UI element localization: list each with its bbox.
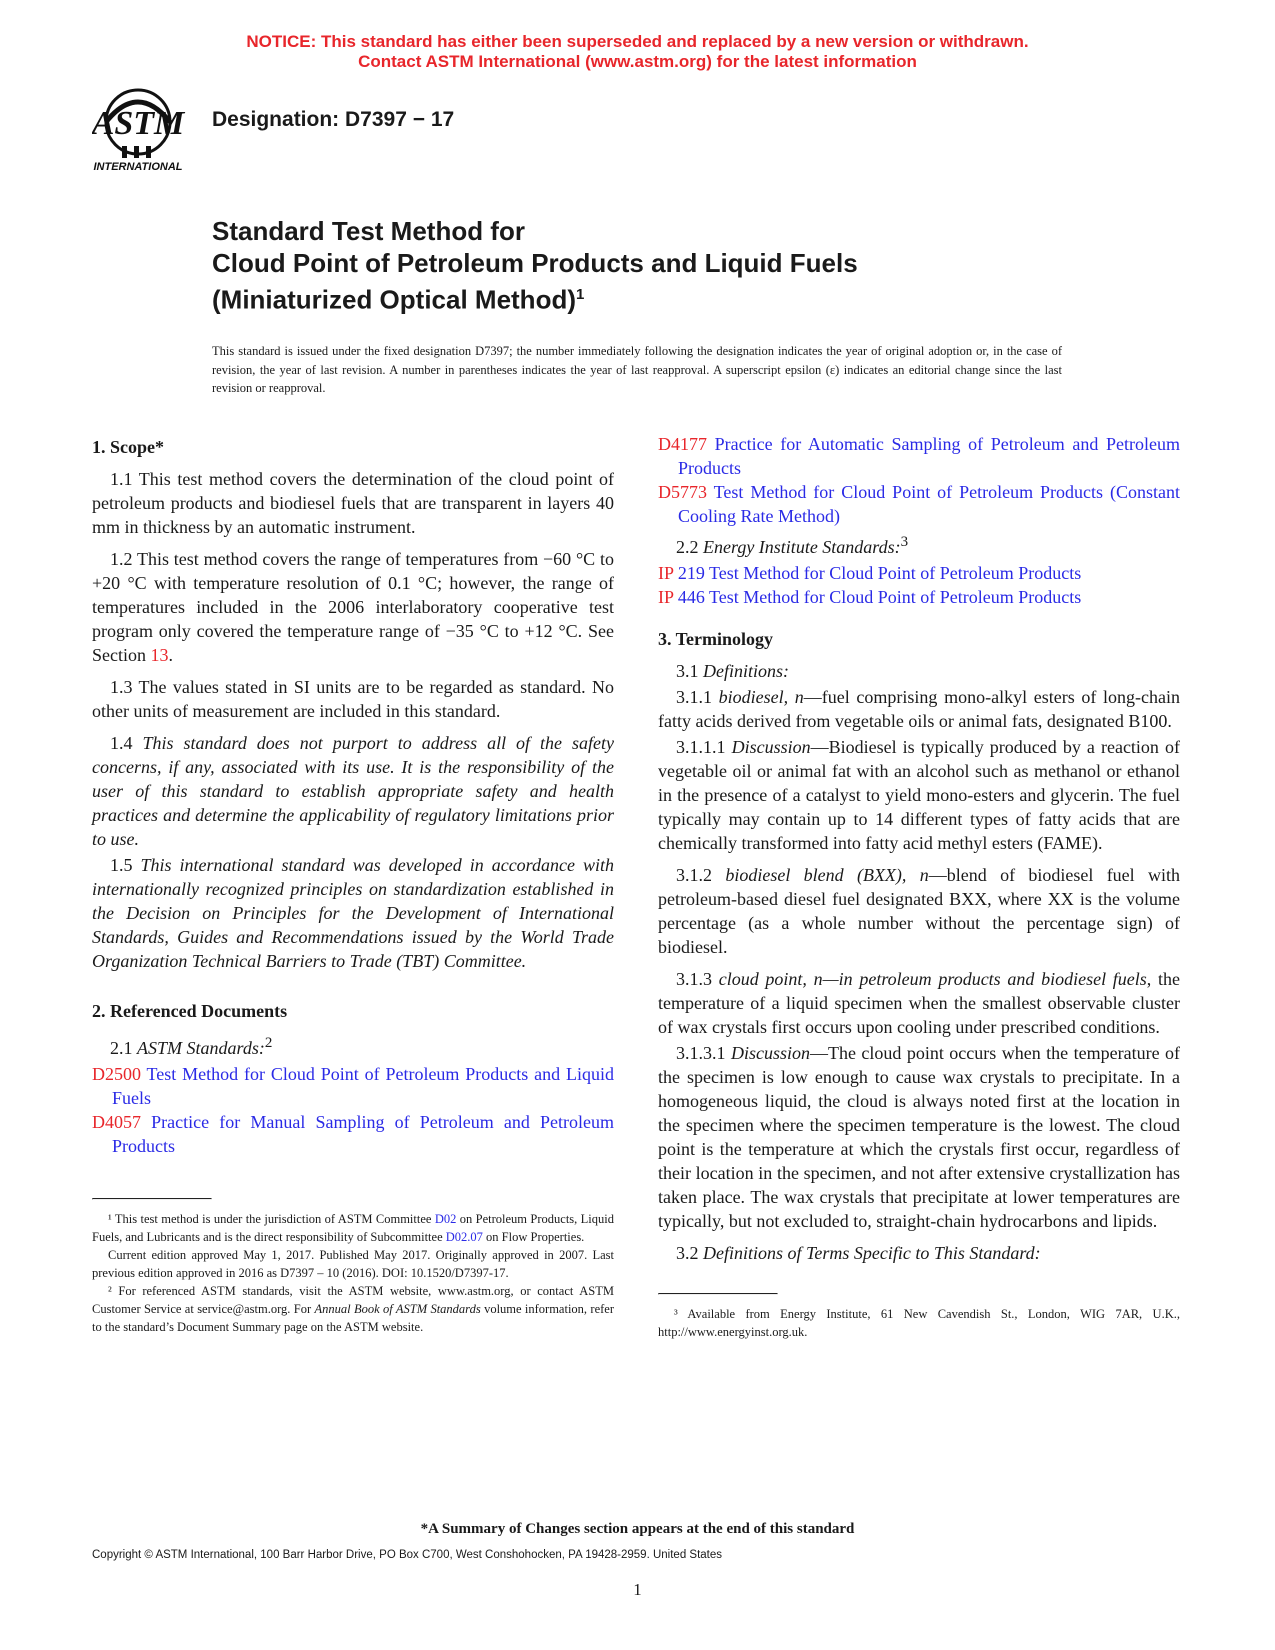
footnote-1-edition: Current edition approved May 1, 2017. Published May 2017. Originally approved in 2007. Last previous edition approved in 2016 as D7397 – 10 (2016). DOI: 10.1520/D7397-17. <box>92 1248 614 1280</box>
notice-line-2: Contact ASTM International (www.astm.org) for the latest information <box>358 52 917 71</box>
committee-d02-link[interactable]: D02 <box>434 1212 457 1226</box>
astm-logo-mark <box>92 82 202 182</box>
definitions-3-2: 3.2 Definitions of Terms Specific to This Standard: <box>676 1243 1041 1263</box>
scope-1-1: 1.1 This test method covers the determination of the cloud point of petroleum products and biodiesel fuels that are transparent in layers 40 mm in thickness by an automatic instrument. <box>92 469 614 537</box>
discussion-3-1-1-1: 3.1.1.1 Discussion—Biodiesel is typically produced by a reaction of vegetable oil or animal fat with an alcohol such as methanol or ethanol in the presence of a catalyst to yield mono-esters and glycerin. The fuel typically may contain up to 14 different types of fatty acids that are chemically transformed into fatty acid methyl esters (FAME). <box>658 737 1180 853</box>
astm-logo <box>92 82 202 182</box>
title-line-2: Cloud Point of Petroleum Products and Liquid Fuels <box>212 248 858 278</box>
definition-cloud-point: 3.1.3 cloud point, n—in petroleum products and biodiesel fuels, the temperature of a liquid specimen when the smallest observable cluster of wax crystals first occurs upon cooling under prescribed conditions. <box>658 969 1180 1037</box>
subcommittee-d0207-link[interactable]: D02.07 <box>445 1230 483 1244</box>
preamble: This standard is issued under the fixed designation D7397; the number immediately following the designation indicates the year of original adoption or, in the case of revision, the year of last revision. A number in parentheses indicates the year of last reapproval. A superscript epsilon (ε) indicates an editorial change since the last revision or reapproval. <box>212 344 1062 395</box>
discussion-3-1-3-1: 3.1.3.1 Discussion—The cloud point occurs when the temperature of the specimen is low enough to cause wax crystals to precipitate. In a homogeneous liquid, the cloud is always noted first at the location in the specimen where the specimen temperature is the lowest. The cloud point is the temperature at which the crystals first occur, regardless of their location in the specimen, and not after extensive crystallization has taken place. The wax crystals that precipitate at lower temperatures are typically, but not excluded to, straight-chain hydrocarbons and lipids. <box>658 1043 1181 1231</box>
section-referenced-heading: 2. Referenced Documents <box>92 1001 288 1021</box>
summary-of-changes-note: *A Summary of Changes section appears at the end of this standard <box>420 1521 855 1537</box>
definition-biodiesel-blend: 3.1.2 biodiesel blend (BXX), n—blend of biodiesel fuel with petroleum-based diesel fuel designated BXX, where XX is the volume percentage (as a whole number without the percentage sign) of biodiesel. <box>658 865 1180 957</box>
svg-text:ASTM: ASTM <box>92 105 185 142</box>
section-scope-heading: 1. Scope* <box>92 437 164 457</box>
scope-1-4: 1.4 This standard does not purport to address all of the safety concerns, if any, associated with its use. It is the responsibility of the user of this standard to establish appropriate safety and health practices and determine the applicability of regulatory limitations prior to use. <box>92 733 614 849</box>
logo-wordmark: INTERNATIONAL <box>93 161 183 173</box>
ref-ip-219[interactable]: IP 219 Test Method for Cloud Point of Petroleum Products <box>658 563 1082 583</box>
footnote-3: ³ Available from Energy Institute, 61 New Cavendish St., London, WIG 7AR, U.K., http://www.energyinst.org.uk. <box>658 1307 1180 1339</box>
notice-line-1: NOTICE: This standard has either been superseded and replaced by a new version or withdrawn. <box>246 32 1029 51</box>
ref-ip-446[interactable]: IP 446 Test Method for Cloud Point of Petroleum Products <box>658 587 1082 607</box>
document-title <box>212 215 858 316</box>
footnote-1: ¹ This test method is under the jurisdiction of ASTM Committee D02 on Petroleum Products, Liquid Fuels, and Lubricants and is the direct responsibility of Subcommittee D02.07 on Flow Properties. <box>92 1212 614 1244</box>
definitions-3-1: 3.1 Definitions: <box>676 661 789 681</box>
energy-institute-label: 2.2 Energy Institute Standards:$^3$ <box>676 534 909 557</box>
scope-1-3: 1.3 The values stated in SI units are to be regarded as standard. No other units of measurement are included in this standard. <box>92 677 614 721</box>
right-column <box>658 432 1180 1341</box>
title-line-1: Standard Test Method for <box>212 216 525 246</box>
ref-d5773[interactable]: D5773 Test Method for Cloud Point of Petroleum Products (Constant Cooling Rate Method) <box>658 482 1180 526</box>
definition-biodiesel: 3.1.1 biodiesel, n—fuel comprising mono-alkyl esters of long-chain fatty acids derived from vegetable oils or animal fats, designated B100. <box>658 687 1180 731</box>
ref-d4057[interactable]: D4057 Practice for Manual Sampling of Petroleum and Petroleum Products <box>92 1112 614 1156</box>
title-line-3: (Miniaturized Optical Method)$^1$ <box>212 284 585 315</box>
ref-d4177[interactable]: D4177 Practice for Automatic Sampling of Petroleum and Petroleum Products <box>658 434 1180 478</box>
title-footnote-mark[interactable]: 1 <box>576 286 585 303</box>
ref-d2500[interactable]: D2500 Test Method for Cloud Point of Petroleum Products and Liquid Fuels <box>92 1064 614 1108</box>
footnote-2: ² For referenced ASTM standards, visit the ASTM website, www.astm.org, or contact ASTM Customer Service at service@astm.org. For Annual Book of ASTM Standards volume information, refer to the standard’s Document Summary page on the ASTM website. <box>92 1284 614 1334</box>
left-column <box>92 435 614 1336</box>
supersession-notice <box>0 32 1275 72</box>
designation: Designation: D7397 − 17 <box>212 108 455 131</box>
section-13-link[interactable]: 13 <box>150 645 169 665</box>
scope-1-2: 1.2 This test method covers the range of temperatures from −60 °C to +20 °C with temperature resolution of 0.1 °C; however, the range of temperatures included in the 2006 interlaboratory cooperative test program only covered the temperature range of −35 °C to +12 °C. See Section 13. <box>92 549 614 665</box>
page-number: 1 <box>633 1580 642 1599</box>
section-terminology-heading: 3. Terminology <box>658 629 774 649</box>
astm-standards-label: 2.1 ASTM Standards:$^2$ <box>110 1035 273 1058</box>
scope-1-5: 1.5 This international standard was developed in accordance with internationally recognized principles on standardization established in the Decision on Principles for the Development of International Standards, Guides and Recommendations issued by the World Trade Organization Technical Barriers to Trade (TBT) Committee. <box>92 855 614 971</box>
copyright: Copyright © ASTM International, 100 Barr Harbor Drive, PO Box C700, West Conshohocken, PA 19428-2959. United States <box>92 1549 723 1561</box>
